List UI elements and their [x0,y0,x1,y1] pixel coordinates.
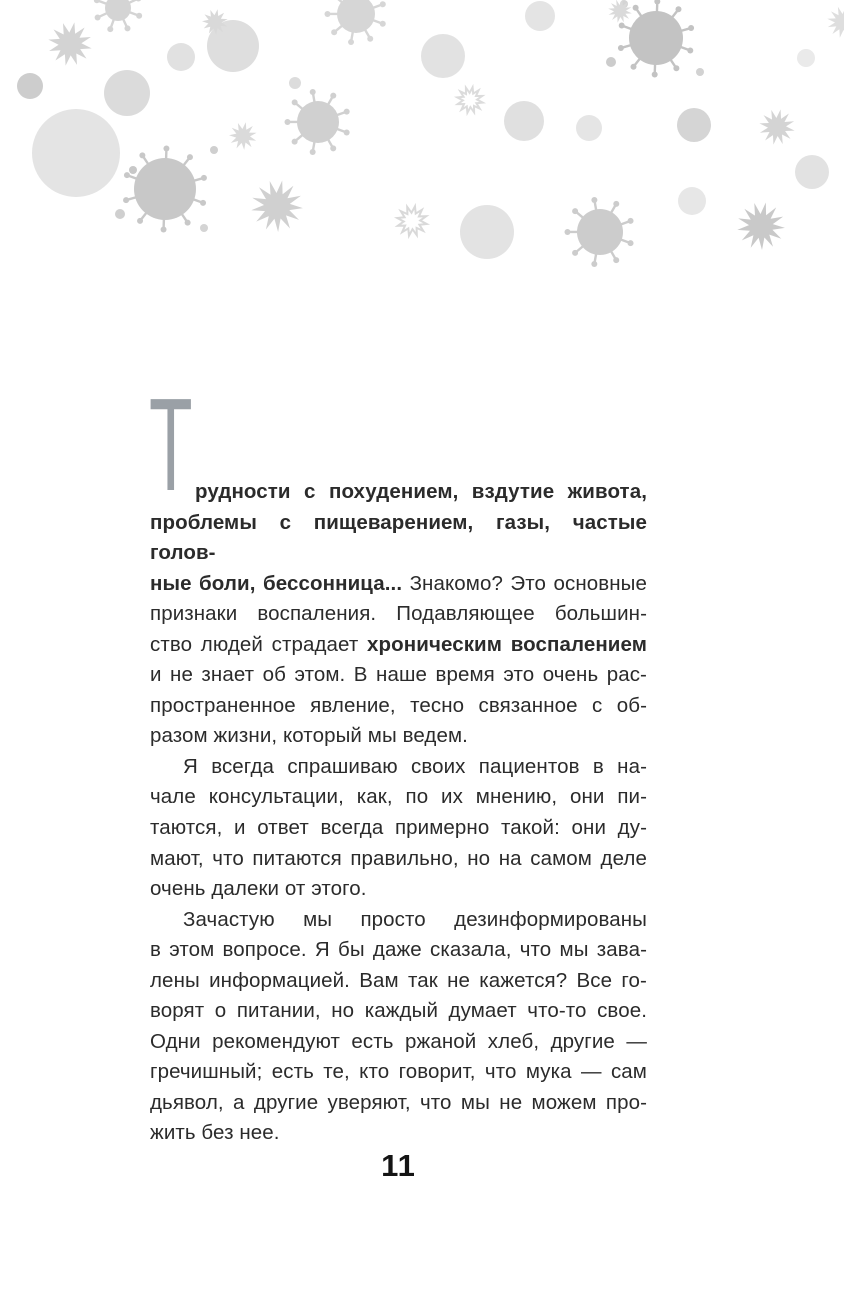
bubble-decoration [677,108,711,142]
bubble-decoration [17,73,43,99]
text-line [150,752,647,783]
paragraph [150,905,647,1149]
text-segment: дьявол, а другие уверяют, что мы не можем про- [150,1090,647,1114]
starburst-icon [608,0,632,23]
text-line [150,1118,647,1149]
text-line [150,1088,647,1119]
text-line [150,599,647,630]
bold-text-segment: ные боли, бессонница... [150,571,403,595]
text-block [150,477,647,1149]
text-line [150,630,647,661]
bubble-decoration [696,68,704,76]
bubble-decoration [32,109,120,197]
virus-icon [565,197,634,267]
starburst-icon [737,203,785,251]
text-line [150,1057,647,1088]
text-segment: Я всегда спрашиваю своих пациентов в на- [183,754,647,778]
text-segment: Одни рекомендуют есть ржаной хлеб, другие — [150,1029,647,1053]
virus-decoration-art [0,0,844,280]
text-segment: и не знает об этом. В наше время это очень рас- [150,663,647,687]
text-line [150,660,647,691]
virus-icon [285,89,350,155]
virus-icon [618,0,694,77]
text-line [150,1027,647,1058]
bold-text-segment: хроническим воспалением [367,632,647,656]
bubble-decoration [289,77,301,89]
bubble-decoration [210,146,218,154]
text-segment: признаки воспаления. Подавляющее большин- [150,602,647,626]
virus-icon [123,146,207,233]
bubble-decoration [795,155,829,189]
text-line [150,721,647,752]
starburst-icon [397,206,426,235]
text-line [150,996,647,1027]
text-line [150,691,647,722]
bubble-decoration [115,209,125,219]
page-number: 11 [381,1148,416,1183]
virus-icon [325,0,386,45]
bubble-decoration [460,205,514,259]
text-line [150,508,647,569]
text-line [150,905,647,936]
text-segment: лены информацией. Вам так не кажется? Все го- [150,968,647,992]
text-segment: мают, что питаются правильно, но на самом деле [150,846,647,870]
text-line [150,874,647,905]
paragraph [150,477,647,752]
text-segment: Зачастую мы просто дезинформированы [183,907,647,931]
text-line [150,477,647,508]
bubble-decoration [421,34,465,78]
bold-text-segment: рудности с похудением, вздутие живота, [195,480,647,503]
bubble-decoration [200,224,208,232]
virus-icon [94,0,142,32]
starburst-icon [457,87,482,112]
starburst-icon [251,181,303,233]
text-segment: пространенное явление, тесно связанное с об- [150,693,647,717]
text-segment: ство людей страдает [150,632,368,656]
bold-text-segment: проблемы с пищеварением, газы, частые голов- [150,510,647,565]
bubble-decoration [797,49,815,67]
starburst-icon [48,22,91,65]
text-segment: гречишный; есть те, кто говорит, что мука — сам [150,1060,647,1084]
text-line [150,935,647,966]
starburst-icon [759,109,794,144]
text-line [150,782,647,813]
text-line [150,966,647,997]
text-segment: в этом вопросе. Я бы даже сказала, что мы зава- [150,938,647,962]
starburst-icon [229,122,257,150]
text-segment: Знакомо? Это основные [402,571,647,595]
text-line [150,813,647,844]
bubble-decoration [504,101,544,141]
text-segment: разом жизни, который мы ведем. [150,724,468,748]
bubble-decoration [167,43,195,71]
text-line [150,569,647,600]
bubble-decoration [606,57,616,67]
bubble-decoration [129,166,137,174]
bubble-decoration [678,187,706,215]
text-segment: чале консультации, как, по их мнению, они пи- [150,785,647,809]
bubble-decoration [576,115,602,141]
text-segment: очень далеки от этого. [150,877,367,901]
text-segment: ворят о питании, но каждый думает что-то свое. [150,999,647,1023]
drop-cap-letter: Т [149,371,193,518]
starburst-icon [827,6,844,37]
bubble-decoration [525,1,555,31]
text-segment: таются, и ответ всегда примерно такой: они ду- [150,816,647,840]
text-line [150,844,647,875]
paragraph [150,752,647,905]
text-segment: жить без нее. [150,1121,280,1145]
bubble-decoration [104,70,150,116]
